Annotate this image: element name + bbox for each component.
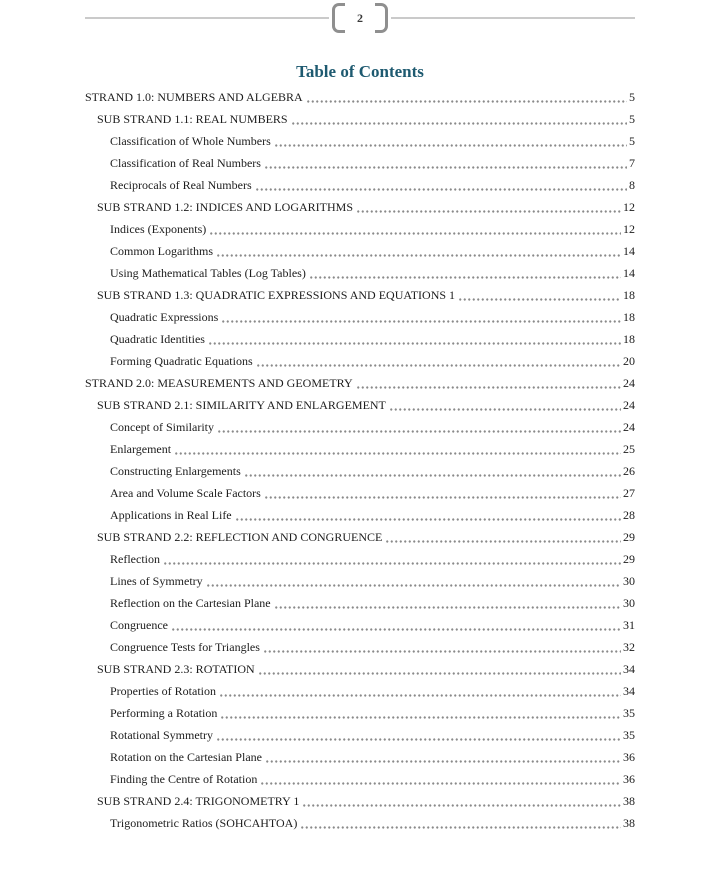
toc-entry-page: 35 <box>623 706 635 720</box>
toc-entry-label: Quadratic Expressions <box>110 310 219 324</box>
dot-leader <box>389 394 621 416</box>
dot-leader <box>221 306 621 328</box>
page-title: Table of Contents <box>296 62 424 81</box>
toc-entry-label: SUB STRAND 2.4: TRIGONOMETRY 1 <box>97 794 300 808</box>
dot-leader <box>216 240 621 262</box>
toc-entry-page: 14 <box>623 244 635 258</box>
toc-entry-label: SUB STRAND 1.2: INDICES AND LOGARITHMS <box>97 200 354 214</box>
toc-entry-label: Reciprocals of Real Numbers <box>110 178 252 192</box>
toc-entry[interactable] <box>85 724 635 746</box>
toc-entry-page: 18 <box>623 288 635 302</box>
toc-entry-page: 5 <box>629 112 635 126</box>
toc-entry-label: Common Logarithms <box>110 244 213 258</box>
toc-entry-label: Congruence <box>110 618 168 632</box>
dot-leader <box>244 460 621 482</box>
dot-leader <box>260 768 621 790</box>
dot-leader <box>385 526 621 548</box>
toc-entry-label: Constructing Enlargements <box>110 464 241 478</box>
toc-entry-label: SUB STRAND 2.3: ROTATION <box>97 662 255 676</box>
dot-leader <box>171 614 621 636</box>
toc-entry[interactable] <box>85 86 635 108</box>
toc-entry-page: 29 <box>623 530 635 544</box>
toc-entry[interactable] <box>85 196 635 218</box>
toc-entry[interactable] <box>85 504 635 526</box>
toc-entry[interactable] <box>85 174 635 196</box>
toc-entry[interactable] <box>85 240 635 262</box>
dot-leader <box>208 328 621 350</box>
toc-entry[interactable] <box>85 768 635 790</box>
dot-leader <box>458 284 621 306</box>
toc-entry-page: 31 <box>623 618 635 632</box>
toc-entry-label: Reflection <box>110 552 160 566</box>
toc-entry[interactable] <box>85 218 635 240</box>
toc-entry-label: SUB STRAND 2.2: REFLECTION AND CONGRUENCE <box>97 530 383 544</box>
toc-entry-page: 36 <box>623 772 635 786</box>
toc-entry-page: 12 <box>623 200 635 214</box>
toc-entry-page: 5 <box>629 134 635 148</box>
toc-entry-page: 30 <box>623 574 635 588</box>
dot-leader <box>356 372 621 394</box>
toc-entry[interactable] <box>85 614 635 636</box>
toc-entry-label: STRAND 1.0: NUMBERS AND ALGEBRA <box>85 90 303 104</box>
toc-entry-page: 12 <box>623 222 635 236</box>
toc-entry-page: 26 <box>623 464 635 478</box>
dot-leader <box>217 416 621 438</box>
dot-leader <box>274 592 621 614</box>
toc-entry-page: 35 <box>623 728 635 742</box>
toc-entry-label: Trigonometric Ratios (SOHCAHTOA) <box>110 816 298 830</box>
dot-leader <box>302 790 621 812</box>
toc-entry-label: Quadratic Identities <box>110 332 205 346</box>
dot-leader <box>163 548 621 570</box>
toc-entry-page: 38 <box>623 794 635 808</box>
toc-entry-label: Congruence Tests for Triangles <box>110 640 260 654</box>
toc-entry-label: Rotation on the Cartesian Plane <box>110 750 262 764</box>
toc-entry-page: 36 <box>623 750 635 764</box>
dot-leader <box>219 680 621 702</box>
toc-entry-label: Forming Quadratic Equations <box>110 354 253 368</box>
toc-entry[interactable] <box>85 746 635 768</box>
toc-entry-page: 34 <box>623 662 635 676</box>
bracket-left-icon <box>332 3 345 33</box>
dot-leader <box>258 658 621 680</box>
dot-leader <box>216 724 621 746</box>
toc-entry-page: 29 <box>623 552 635 566</box>
toc-entry[interactable] <box>85 702 635 724</box>
toc-entry-label: Reflection on the Cartesian Plane <box>110 596 271 610</box>
toc-entry[interactable] <box>85 438 635 460</box>
toc-entry[interactable] <box>85 548 635 570</box>
dot-leader <box>256 350 621 372</box>
toc-entry[interactable] <box>85 130 635 152</box>
toc-entry-label: Finding the Centre of Rotation <box>110 772 258 786</box>
dot-leader <box>255 174 627 196</box>
toc-entry-label: Concept of Similarity <box>110 420 214 434</box>
dot-leader <box>174 438 621 460</box>
toc-entry-page: 24 <box>623 376 635 390</box>
toc-entry[interactable] <box>85 460 635 482</box>
toc-entry-label: Using Mathematical Tables (Log Tables) <box>110 266 306 280</box>
toc-entry[interactable] <box>85 328 635 350</box>
dot-leader <box>220 702 621 724</box>
toc-entry[interactable] <box>85 812 635 834</box>
dot-leader <box>306 86 627 108</box>
toc-entry-label: SUB STRAND 1.3: QUADRATIC EXPRESSIONS AND EQUATIONS 1 <box>97 288 456 302</box>
header-rule-left <box>85 17 329 19</box>
toc-entry[interactable] <box>85 636 635 658</box>
toc-entry-label: Area and Volume Scale Factors <box>110 486 261 500</box>
table-of-contents <box>85 86 635 834</box>
toc-entry[interactable] <box>85 372 635 394</box>
toc-entry-page: 32 <box>623 640 635 654</box>
dot-leader <box>309 262 621 284</box>
toc-entry[interactable] <box>85 284 635 306</box>
toc-entry-label: Classification of Whole Numbers <box>110 134 271 148</box>
header-rule-right <box>391 17 635 19</box>
toc-entry-page: 27 <box>623 486 635 500</box>
dot-leader <box>356 196 621 218</box>
toc-entry-label: Applications in Real Life <box>110 508 232 522</box>
dot-leader <box>235 504 621 526</box>
toc-entry-page: 5 <box>629 90 635 104</box>
toc-entry-page: 18 <box>623 310 635 324</box>
toc-entry-page: 24 <box>623 420 635 434</box>
toc-entry-page: 30 <box>623 596 635 610</box>
toc-entry[interactable] <box>85 394 635 416</box>
toc-entry-page: 25 <box>623 442 635 456</box>
toc-entry[interactable] <box>85 680 635 702</box>
page-header-ornament <box>85 0 635 36</box>
toc-entry[interactable] <box>85 306 635 328</box>
toc-entry-page: 28 <box>623 508 635 522</box>
dot-leader <box>264 482 621 504</box>
toc-entry-page: 14 <box>623 266 635 280</box>
dot-leader <box>274 130 627 152</box>
toc-entry[interactable] <box>85 658 635 680</box>
toc-entry-label: Rotational Symmetry <box>110 728 213 742</box>
toc-entry[interactable] <box>85 152 635 174</box>
toc-entry[interactable] <box>85 350 635 372</box>
toc-entry-page: 38 <box>623 816 635 830</box>
page-number: 2 <box>357 10 363 25</box>
toc-entry[interactable] <box>85 592 635 614</box>
dot-leader <box>209 218 621 240</box>
toc-entry-label: SUB STRAND 2.1: SIMILARITY AND ENLARGEMENT <box>97 398 386 412</box>
toc-entry[interactable] <box>85 482 635 504</box>
toc-entry-label: Enlargement <box>110 442 172 456</box>
toc-entry[interactable] <box>85 416 635 438</box>
dot-leader <box>291 108 627 130</box>
toc-entry-page: 8 <box>629 178 635 192</box>
toc-entry-page: 20 <box>623 354 635 368</box>
toc-entry-page: 7 <box>629 156 635 170</box>
toc-entry-label: Performing a Rotation <box>110 706 218 720</box>
toc-entry-label: Indices (Exponents) <box>110 222 207 236</box>
toc-entry[interactable] <box>85 790 635 812</box>
toc-entry-label: STRAND 2.0: MEASUREMENTS AND GEOMETRY <box>85 376 353 390</box>
toc-entry-page: 24 <box>623 398 635 412</box>
toc-entry[interactable] <box>85 262 635 284</box>
toc-entry-label: Classification of Real Numbers <box>110 156 261 170</box>
toc-entry-label: Lines of Symmetry <box>110 574 203 588</box>
dot-leader <box>263 636 621 658</box>
toc-entry[interactable] <box>85 108 635 130</box>
toc-entry-page: 34 <box>623 684 635 698</box>
toc-entry-page: 18 <box>623 332 635 346</box>
toc-entry-label: Properties of Rotation <box>110 684 216 698</box>
toc-entry[interactable] <box>85 526 635 548</box>
dot-leader <box>264 152 627 174</box>
dot-leader <box>265 746 621 768</box>
toc-entry-label: SUB STRAND 1.1: REAL NUMBERS <box>97 112 288 126</box>
dot-leader <box>206 570 621 592</box>
dot-leader <box>300 812 621 834</box>
toc-entry[interactable] <box>85 570 635 592</box>
bracket-right-icon <box>375 3 388 33</box>
